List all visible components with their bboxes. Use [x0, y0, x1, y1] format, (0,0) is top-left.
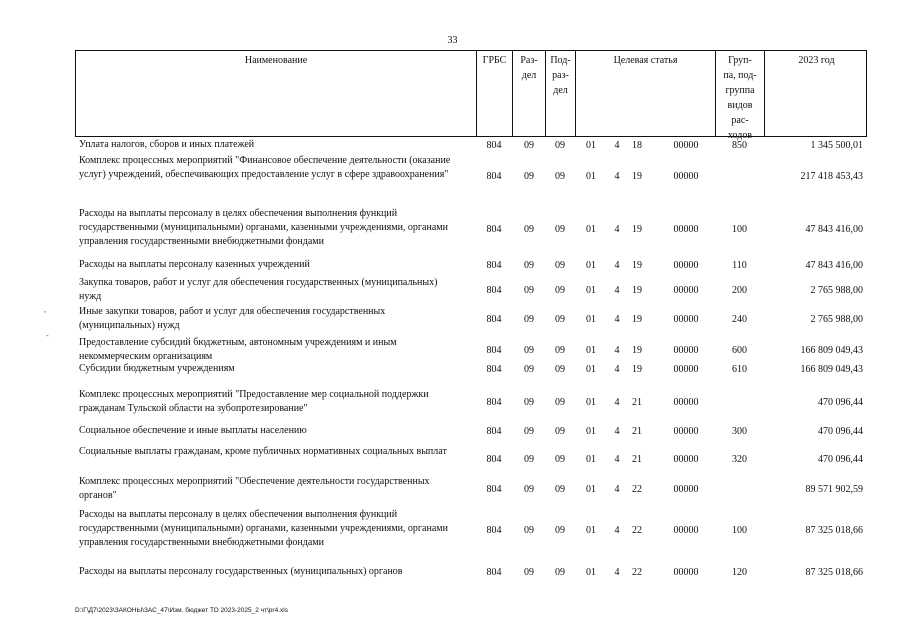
footer-path: D:\Г\Д7\2023\ЗАКОНЫ\ЗАС_47\Изм. бюджет ТО 2023-2025_2 чт\pr4.xls [75, 607, 288, 614]
row-rz: 09 [524, 525, 534, 536]
row-amount: 87 325 018,66 [805, 567, 863, 578]
header-group: Груп- па, под- группа видов рас- ходов [716, 51, 765, 136]
row-grbs: 804 [486, 454, 502, 465]
header-target: Целевая статья [576, 51, 716, 136]
row-t1: 01 [586, 426, 596, 437]
table-row [75, 276, 867, 304]
row-t2: 4 [614, 171, 620, 182]
row-amount: 470 096,44 [818, 397, 863, 408]
row-t1: 01 [586, 454, 596, 465]
row-t1: 01 [586, 525, 596, 536]
table-row [75, 445, 867, 473]
row-t3: 21 [632, 397, 642, 408]
row-t3: 22 [632, 484, 642, 495]
row-grbs: 804 [486, 484, 502, 495]
row-grbs: 804 [486, 140, 502, 151]
row-t2: 4 [614, 397, 620, 408]
row-vr: 300 [732, 426, 747, 437]
margin-mark: - [46, 331, 49, 340]
row-t3: 21 [632, 426, 642, 437]
row-name: Комплекс процессных мероприятий "Финансовое обеспечение деятельности (оказание услуг) учреждений, обеспечивающих предоставление услуг в сфере здравоохранения" [79, 155, 451, 180]
row-t2: 4 [614, 525, 620, 536]
row-name: Уплата налогов, сборов и иных платежей [79, 139, 255, 150]
row-t4: 00000 [673, 224, 699, 235]
row-t4: 00000 [673, 314, 699, 325]
row-amount: 89 571 902,59 [805, 484, 863, 495]
row-vr: 240 [732, 314, 747, 325]
row-amount: 470 096,44 [818, 426, 863, 437]
row-vr: 100 [732, 224, 747, 235]
table-row [75, 336, 867, 364]
row-pr: 09 [555, 484, 565, 495]
row-name: Субсидии бюджетным учреждениям [79, 363, 235, 374]
row-t4: 00000 [673, 426, 699, 437]
row-t2: 4 [614, 454, 620, 465]
row-t1: 01 [586, 364, 596, 375]
row-t3: 22 [632, 567, 642, 578]
row-pr: 09 [555, 397, 565, 408]
row-pr: 09 [555, 454, 565, 465]
row-rz: 09 [524, 260, 534, 271]
row-rz: 09 [524, 171, 534, 182]
row-name: Социальные выплаты гражданам, кроме публичных нормативных социальных выплат [79, 446, 447, 457]
row-t2: 4 [614, 260, 620, 271]
row-pr: 09 [555, 345, 565, 356]
row-rz: 09 [524, 224, 534, 235]
row-t2: 4 [614, 567, 620, 578]
row-name: Расходы на выплаты персоналу казенных учреждений [79, 259, 310, 270]
header-podrazdel: Под- раз- дел [546, 51, 576, 136]
row-amount: 2 765 988,00 [810, 285, 863, 296]
margin-mark: , [44, 305, 46, 314]
row-name: Социальное обеспечение и иные выплаты населению [79, 425, 307, 436]
row-t2: 4 [614, 345, 620, 356]
row-pr: 09 [555, 260, 565, 271]
row-t2: 4 [614, 426, 620, 437]
row-name: Иные закупки товаров, работ и услуг для обеспечения государственных (муниципальных) нужд [79, 306, 386, 331]
row-amount: 47 843 416,00 [805, 224, 863, 235]
row-grbs: 804 [486, 397, 502, 408]
row-t3: 19 [632, 314, 642, 325]
row-t4: 00000 [673, 484, 699, 495]
row-t1: 01 [586, 260, 596, 271]
row-grbs: 804 [486, 525, 502, 536]
row-vr: 610 [732, 364, 747, 375]
row-t4: 00000 [673, 345, 699, 356]
row-rz: 09 [524, 345, 534, 356]
row-pr: 09 [555, 140, 565, 151]
row-t2: 4 [614, 140, 620, 151]
row-t2: 4 [614, 224, 620, 235]
table-row [75, 508, 867, 552]
row-grbs: 804 [486, 224, 502, 235]
page-number: 33 [447, 35, 458, 46]
row-t4: 00000 [673, 397, 699, 408]
row-t3: 19 [632, 260, 642, 271]
row-rz: 09 [524, 454, 534, 465]
row-t2: 4 [614, 314, 620, 325]
table-row [75, 154, 867, 198]
row-name: Комплекс процессных мероприятий "Обеспечение деятельности государственных органов" [79, 476, 430, 501]
row-vr: 120 [732, 567, 747, 578]
row-name: Закупка товаров, работ и услуг для обеспечения государственных (муниципальных) нужд [79, 277, 438, 302]
row-t3: 19 [632, 285, 642, 296]
row-pr: 09 [555, 285, 565, 296]
row-grbs: 804 [486, 260, 502, 271]
row-t3: 21 [632, 454, 642, 465]
row-t1: 01 [586, 314, 596, 325]
row-rz: 09 [524, 567, 534, 578]
header-grbs: ГРБС [477, 51, 513, 136]
row-amount: 87 325 018,66 [805, 525, 863, 536]
row-amount: 1 345 500,01 [810, 140, 863, 151]
row-rz: 09 [524, 397, 534, 408]
row-grbs: 804 [486, 567, 502, 578]
row-pr: 09 [555, 364, 565, 375]
row-grbs: 804 [486, 314, 502, 325]
row-t4: 00000 [673, 260, 699, 271]
row-vr: 600 [732, 345, 747, 356]
header-year: 2023 год [798, 55, 835, 66]
row-t1: 01 [586, 171, 596, 182]
header-razdel: Раз- дел [513, 51, 546, 136]
row-t2: 4 [614, 484, 620, 495]
table-header [75, 50, 867, 141]
row-t4: 00000 [673, 285, 699, 296]
row-vr: 110 [732, 260, 747, 271]
table-row [75, 258, 867, 272]
row-t3: 19 [632, 224, 642, 235]
row-rz: 09 [524, 314, 534, 325]
row-amount: 47 843 416,00 [805, 260, 863, 271]
row-t4: 00000 [673, 454, 699, 465]
row-t2: 4 [614, 364, 620, 375]
row-name: Расходы на выплаты персоналу в целях обеспечения выполнения функций государственными (муниципальными) органами, казенными учреждениями, органами управления государственными внебюджетными фондами [79, 509, 448, 548]
row-amount: 166 809 049,43 [800, 345, 863, 356]
row-rz: 09 [524, 140, 534, 151]
table-row [75, 138, 867, 152]
row-grbs: 804 [486, 171, 502, 182]
row-rz: 09 [524, 484, 534, 495]
row-amount: 166 809 049,43 [800, 364, 863, 375]
row-t1: 01 [586, 397, 596, 408]
row-vr: 200 [732, 285, 747, 296]
row-t4: 00000 [673, 364, 699, 375]
row-t3: 19 [632, 364, 642, 375]
row-t4: 00000 [673, 171, 699, 182]
row-rz: 09 [524, 285, 534, 296]
row-t4: 00000 [673, 525, 699, 536]
table-row [75, 362, 867, 376]
row-name: Расходы на выплаты персоналу в целях обеспечения выполнения функций государственными (муниципальными) органами, казенными учреждениями, органами управления государственными внебюджетными фондами [79, 208, 448, 247]
row-t1: 01 [586, 224, 596, 235]
table-row [75, 388, 867, 416]
table-row [75, 565, 867, 579]
row-amount: 470 096,44 [818, 454, 863, 465]
row-pr: 09 [555, 314, 565, 325]
row-amount: 2 765 988,00 [810, 314, 863, 325]
table-row [75, 475, 867, 503]
table-row [75, 424, 867, 438]
row-t1: 01 [586, 140, 596, 151]
row-grbs: 804 [486, 285, 502, 296]
row-pr: 09 [555, 567, 565, 578]
row-rz: 09 [524, 426, 534, 437]
row-pr: 09 [555, 426, 565, 437]
row-t4: 00000 [673, 140, 699, 151]
row-t1: 01 [586, 345, 596, 356]
table-row [75, 207, 867, 251]
row-t1: 01 [586, 567, 596, 578]
row-pr: 09 [555, 224, 565, 235]
header-name: Наименование [76, 51, 477, 136]
row-amount: 217 418 453,43 [800, 171, 863, 182]
row-name: Расходы на выплаты персоналу государственных (муниципальных) органов [79, 566, 403, 577]
row-t3: 19 [632, 171, 642, 182]
table-row [75, 305, 867, 333]
row-name: Комплекс процессных мероприятий "Предоставление мер социальной поддержки гражданам Тульской области на зубопротезирование" [79, 389, 429, 414]
row-vr: 320 [732, 454, 747, 465]
row-vr: 100 [732, 525, 747, 536]
row-t1: 01 [586, 484, 596, 495]
row-name: Предоставление субсидий бюджетным, автономным учреждениям и иным некоммерческим организациям [79, 337, 397, 362]
row-t3: 22 [632, 525, 642, 536]
row-vr: 850 [732, 140, 747, 151]
row-pr: 09 [555, 525, 565, 536]
row-t4: 00000 [673, 567, 699, 578]
row-grbs: 804 [486, 345, 502, 356]
row-t2: 4 [614, 285, 620, 296]
row-t3: 18 [632, 140, 642, 151]
row-grbs: 804 [486, 426, 502, 437]
row-pr: 09 [555, 171, 565, 182]
row-t1: 01 [586, 285, 596, 296]
row-t3: 19 [632, 345, 642, 356]
row-rz: 09 [524, 364, 534, 375]
row-grbs: 804 [486, 364, 502, 375]
